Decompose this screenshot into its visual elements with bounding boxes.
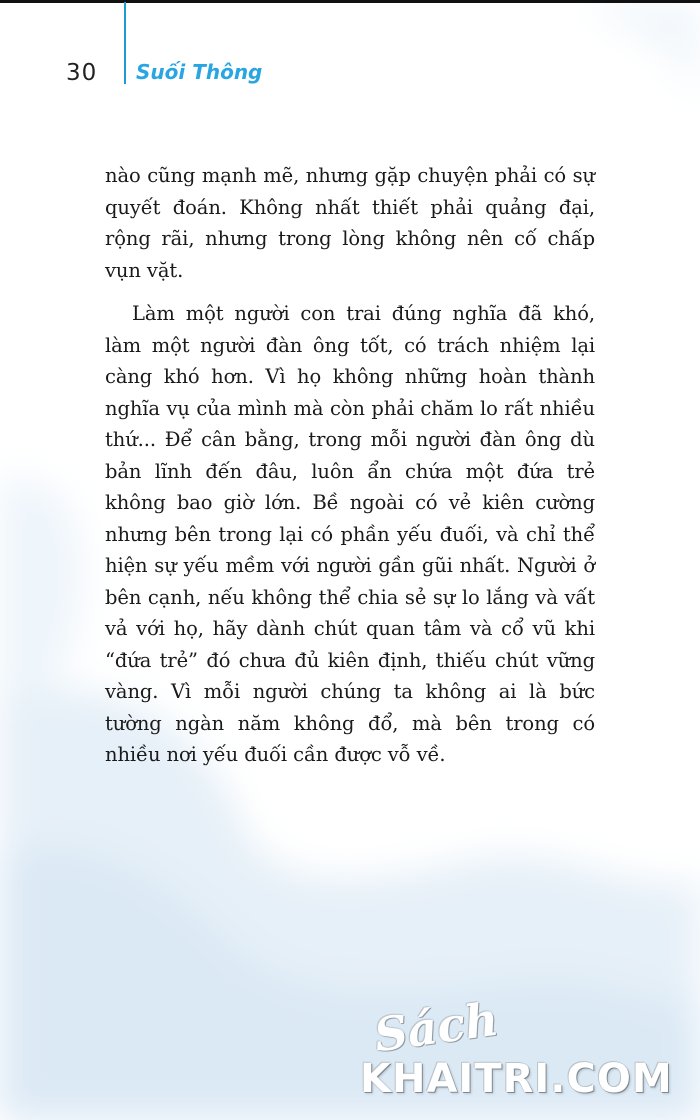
- paragraph-continued: nào cũng mạnh mẽ, nhưng gặp chuyện phải có sự quyết đoán. Không nhất thiết phải quảng đại, rộng rãi, nhưng trong lòng không nên cố chấp vụn vặt.: [105, 164, 595, 282]
- watermark-brand: KHAITRI.COM: [360, 1056, 673, 1102]
- paragraph: Làm một người con trai đúng nghĩa đã khó, làm một người đàn ông tốt, có trách nhiệm lại càng khó hơn. Vì họ không những hoàn thành nghĩa vụ của mình mà còn phải chăm lo rất nhiều thứ... Để cân bằng, trong mỗi người đàn ông dù bản lĩnh đến đâu, luôn ẩn chứa một đứa trẻ không bao giờ lớn. Bề ngoài có vẻ kiên cường nhưng bên trong lại có phần yếu đuối, và chỉ thể hiện sự yếu mềm với người gần gũi nhất. Người ở bên cạnh, nếu không thể chia sẻ sự lo lắng và vất vả với họ, hãy dành chút quan tâm và cổ vũ khi “đứa trẻ” đó chưa đủ kiên định, thiếu chút vững vàng. Vì mỗi người chúng ta không ai là bức tường ngàn năm không đổ, mà bên trong có nhiều nơi yếu đuối cần được vỗ về.: [105, 302, 595, 766]
- header-divider: [124, 2, 126, 84]
- watermark-logo: [360, 991, 690, 1113]
- watermark-script: Sách: [370, 991, 502, 1063]
- body-text: [105, 160, 595, 771]
- page-number: 30: [66, 60, 98, 86]
- book-title: Suối Thông: [136, 60, 263, 84]
- top-border-line: [0, 0, 700, 3]
